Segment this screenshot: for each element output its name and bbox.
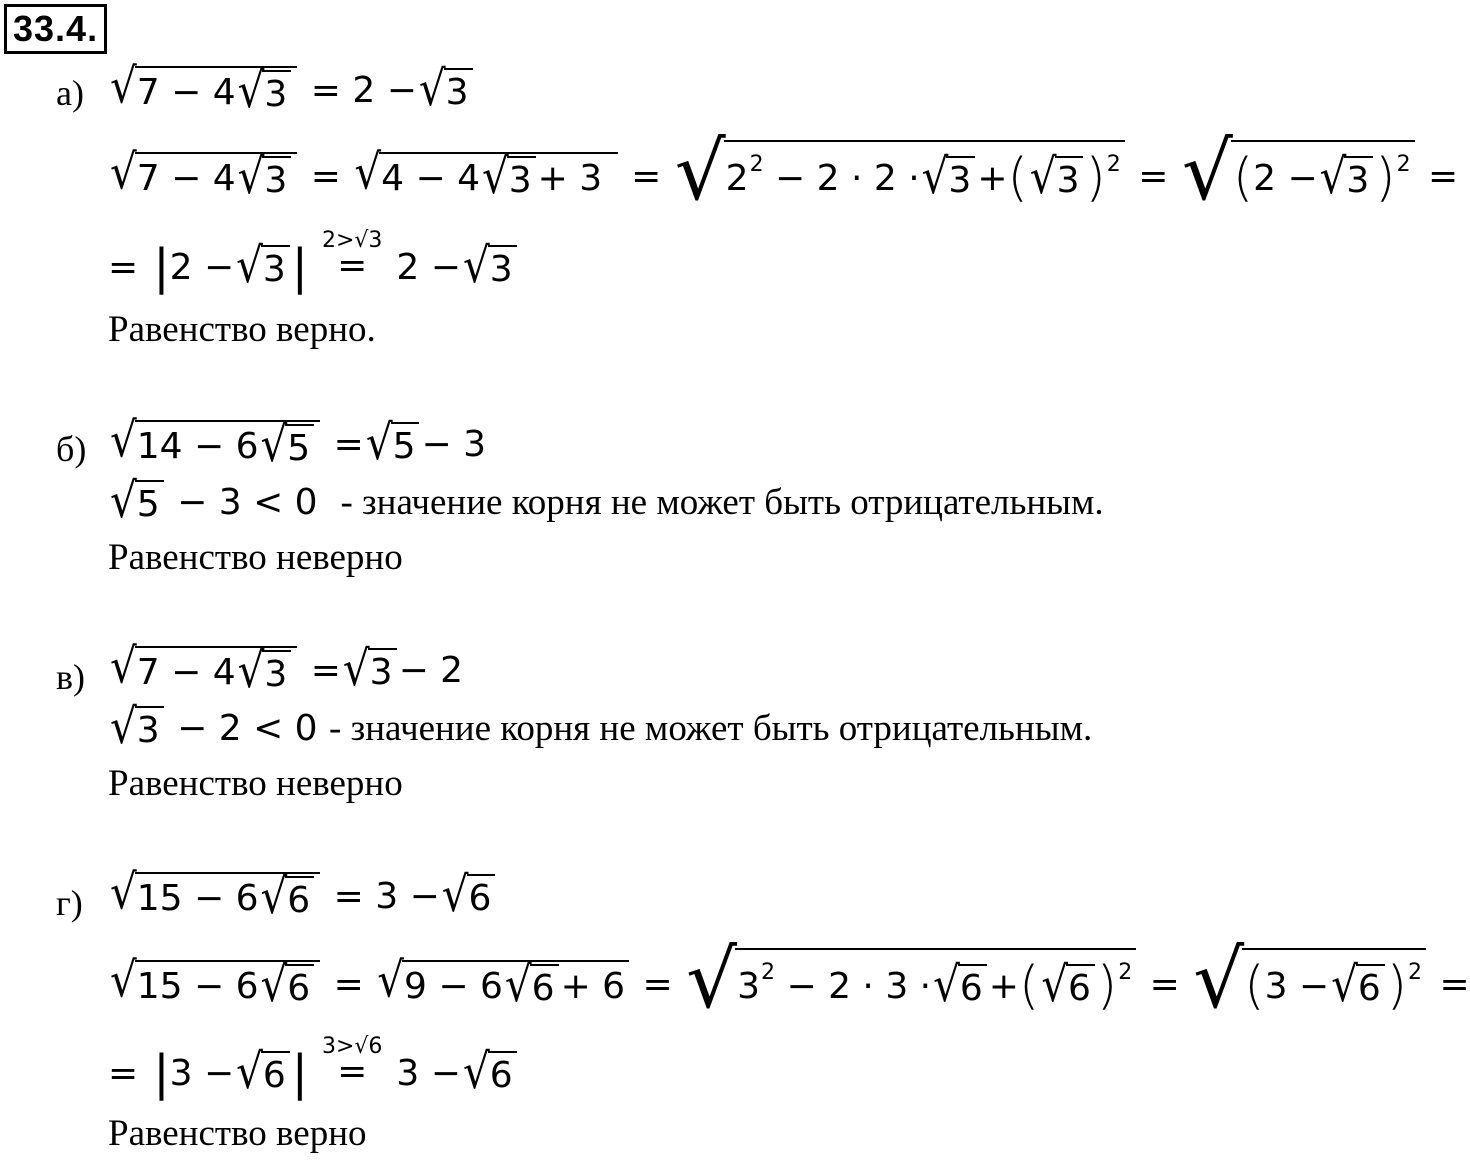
part-b-check-line xyxy=(108,472,1104,529)
part-v-label: в) xyxy=(56,657,85,697)
part-b-note: - значение корня не может быть отрицательным. xyxy=(340,482,1104,523)
part-a-statement: √ 7 − 4 √ 3 = 2 − √ 3 xyxy=(108,66,475,115)
part-g-statement: √ 15 − 6 √ 6 = 3 − √ 6 xyxy=(108,872,497,921)
part-b-check: √ 5 − 3 < 0 xyxy=(110,472,341,529)
part-a-result: Равенство верно. xyxy=(108,309,376,350)
part-a-step1: √ 7 − 4 √ 3 = √ 4 − 4 √ 3 + 3 = √ 2 2 − 2 · 2 · √ 3 + ( √ 3 ) 2 = √ ( 2 − √ 3 ) 2 = xyxy=(110,125,1459,218)
part-g-step1: √ 15 − 6 √ 6 = √ 9 − 6 √ 6 + 6 = √ 3 2 − 2 · 3 · √ 6 + ( √ 6 ) 2 = √ ( 3 − √ 6 ) 2 = xyxy=(110,933,1470,1026)
part-v-note: - значение корня не может быть отрицательным. xyxy=(329,708,1093,749)
part-b-result: Равенство неверно xyxy=(108,537,403,578)
problem-number: 33.4. xyxy=(4,4,107,54)
part-g-step2: = | 3 − √ 6 | 3>√6 = 3 − √ 6 xyxy=(108,1046,519,1100)
part-b-statement: √ 14 − 6 √ 5 = √ 5 − 3 xyxy=(110,411,486,473)
part-v-check: √ 3 − 2 < 0 xyxy=(110,698,330,755)
part-b-label: б) xyxy=(56,429,87,469)
part-a-step2: = | 2 − √ 3 | 2>√3 = 2 − √ 3 xyxy=(108,240,519,294)
part-g-result: Равенство верно xyxy=(108,1113,367,1154)
part-g-label: г) xyxy=(56,883,83,923)
part-v-check-line xyxy=(108,698,1093,755)
part-a-label: а) xyxy=(56,73,84,113)
part-v-result: Равенство неверно xyxy=(108,763,403,804)
part-v-statement: √ 7 − 4 √ 3 = √ 3 − 2 xyxy=(110,637,464,699)
